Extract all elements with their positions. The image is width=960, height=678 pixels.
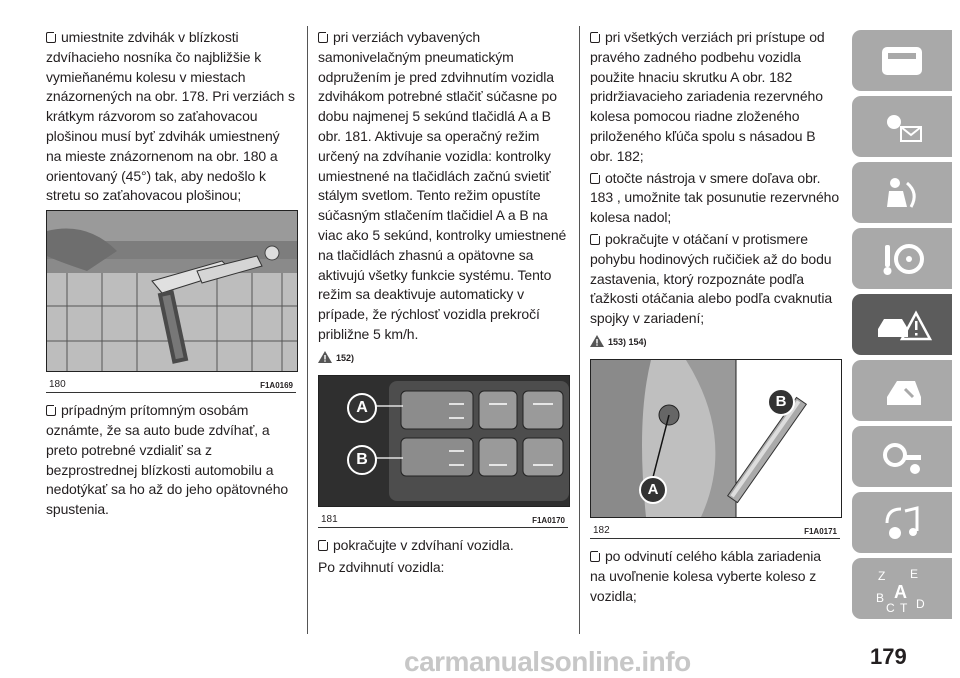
tab-safety[interactable]: [852, 162, 952, 223]
technical-data-icon: [877, 437, 927, 477]
svg-text:E: E: [910, 566, 919, 581]
figure-code: F1A0169: [260, 381, 293, 391]
figure-code: F1A0171: [804, 526, 837, 536]
paragraph-text: prípadným prítomným osobám oznámte, že sa auto bude zdvíhať, a preto potrebné vzdialiť sa z bezprostrednej blízkosti automobilu a nedotýkať sa ho až do jeho opätovného spustenia.: [46, 402, 289, 518]
paragraph: [46, 28, 296, 206]
watermark: carmanualsonline.info: [404, 646, 691, 677]
warning-reference: [318, 351, 568, 363]
paragraph: [318, 28, 568, 345]
figure-number: 181: [321, 513, 338, 525]
column-divider: [579, 26, 580, 634]
label-a-marker: A: [639, 476, 667, 504]
dashboard-icon: [877, 41, 927, 81]
bullet-icon: [590, 551, 600, 562]
tab-warning-lights[interactable]: [852, 96, 952, 157]
tab-multimedia[interactable]: [852, 492, 952, 553]
safety-icon: [877, 173, 927, 213]
column-divider: [307, 26, 308, 634]
figure-180: [46, 210, 298, 372]
paragraph-text: pokračujte v otáčaní v protismere pohybu hodinových ručičiek až do bodu zastavenia, ktorý rozpoznáte podľa ťažkosti otáčania alebo podľa cvaknutia spojky v zariadení;: [590, 230, 833, 327]
bullet-icon: [46, 405, 56, 416]
figure-182: [590, 359, 842, 518]
paragraph-text: pri všetkých verziách pri prístupe od pravého zadného podbehu vozidla použite hnaciu skrutku A obr. 182 pridržiavacieho zariadenia rezervného kolesa pomocou riadne zloženého priloženého kľúča spolu s násadou B obr. 182;: [590, 29, 825, 164]
bullet-icon: [46, 32, 56, 43]
column-1: [46, 28, 296, 522]
maintenance-icon: [877, 371, 927, 411]
bullet-icon: [590, 32, 600, 43]
warning-lights-icon: [877, 107, 927, 147]
paragraph: Po zdvihnutí vozidla:: [318, 558, 445, 575]
figure-number: 182: [593, 524, 610, 536]
svg-text:A: A: [894, 581, 907, 602]
paragraph: [590, 230, 840, 329]
bullet-icon: [318, 32, 328, 43]
paragraph: [46, 401, 296, 520]
warning-triangle-icon: [318, 351, 332, 363]
tab-driving[interactable]: [852, 228, 952, 289]
warning-reference: [590, 335, 840, 347]
tab-maintenance[interactable]: [852, 360, 952, 421]
paragraph-text: otočte nástroja v smere doľava obr. 183 , umožnite tak posunutie rezervného kolesa nadol;: [590, 169, 840, 226]
figure-code: F1A0170: [532, 515, 565, 525]
figure-caption: [46, 372, 296, 393]
page-number: 179: [870, 644, 907, 669]
bullet-icon: [590, 234, 600, 245]
label-b-marker: B: [347, 445, 377, 475]
multimedia-icon: [877, 503, 927, 543]
tab-emergency[interactable]: [852, 294, 952, 355]
figure-caption: [590, 518, 840, 539]
tab-index[interactable]: [852, 558, 952, 619]
driving-icon: [877, 239, 927, 279]
index-icon: [872, 564, 932, 614]
svg-text:C: C: [886, 600, 895, 614]
figure-181: [318, 375, 570, 507]
warning-triangle-icon: [590, 335, 604, 347]
column-3: [590, 28, 840, 608]
svg-text:T: T: [900, 600, 908, 614]
column-2: [318, 28, 568, 579]
label-a-marker: A: [347, 393, 377, 423]
svg-text:D: D: [916, 596, 925, 611]
paragraph: [590, 547, 840, 606]
tab-technical-data[interactable]: [852, 426, 952, 487]
warning-ref-text: 152): [336, 352, 355, 363]
figure-number: 180: [49, 379, 66, 391]
label-b-marker: B: [767, 388, 795, 416]
paragraph-text: pokračujte v zdvíhaní vozidla.: [333, 536, 514, 553]
tab-dashboard[interactable]: [852, 30, 952, 91]
paragraph: [318, 536, 568, 556]
svg-text:Z: Z: [878, 568, 886, 583]
paragraph-text: po odvinutí celého kábla zariadenia na uvoľnenie kolesa vyberte koleso z vozidla;: [590, 547, 821, 604]
jack-under-beam-illustration: [47, 211, 297, 371]
bullet-icon: [318, 540, 328, 551]
paragraph: [590, 169, 840, 228]
figure-caption: [318, 507, 568, 528]
spare-wheel-tool-illustration: [591, 360, 841, 517]
bullet-icon: [590, 173, 600, 184]
paragraph-text: pri verziách vybavených samonivelačným pneumatickým odpružením je pred zdvihnutím vozidla zdvihákom potrebné stlačiť súčasne po dobu najmenej 5 sekúnd tlačidlá A a B obr. 181. Aktivuje sa operačný režim určený na zdvíhanie vozidla: kontrolky umiestnené na tlačidlách začnú svietiť stálym svetlom. Tento režim opustíte súčasným stlačením tlačidiel A a B na viac ako 5 sekúnd, kontrolky umiestnené na tlačidlách zhasnú a opätovne sa aktivujú všetky funkcie systému. Tento režim sa deaktivuje automaticky v prípade, že rýchlosť vozidla prekročí približne 5 km/h.: [318, 29, 567, 342]
paragraph-text: umiestnite zdvihák v blízkosti zdvíhacieho nosníka čo najbližšie k vymieňanému kolesu v miestach znázornených na obr. 178. Pri verziách s krátkym rázvorom so zaťahovacou plošinou musí byť zdvihák umiestnený na mieste znázornenom na obr. 180 a orientovaný (45°) tak, aby nedošlo k stretu so zaťahovacou plošinou;: [46, 29, 295, 204]
emergency-icon: [872, 305, 932, 345]
warning-ref-text: 153) 154): [608, 336, 647, 347]
svg-text:B: B: [876, 590, 885, 605]
paragraph: [590, 28, 840, 167]
chapter-tabs: [852, 30, 952, 624]
